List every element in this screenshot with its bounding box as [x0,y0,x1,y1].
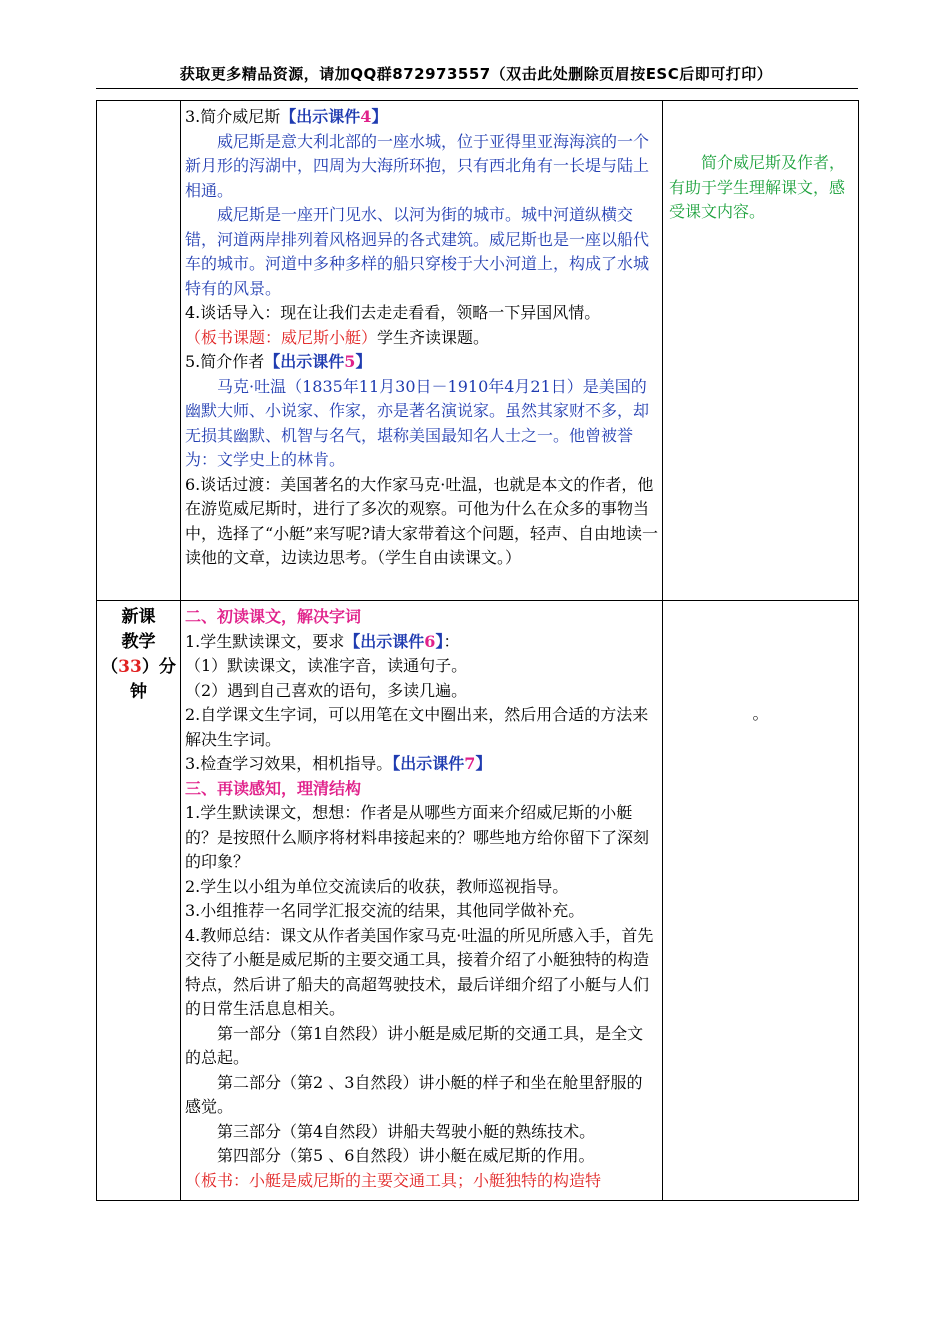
page-header: 获取更多精品资源，请加QQ群872973557（双击此处删除页眉按ESC后即可打印） [179,65,773,83]
section-title: 二、初读课文，解决字词 [185,607,362,626]
step-heading: 1.学生默读课文，要求【出示课件6】： [185,631,460,651]
paragraph: 3.小组推荐一名同学汇报交流的结果，其他同学做补充。 [185,901,585,920]
paragraph: 威尼斯是一座开门见水、以河为街的城市。城中河道纵横交错，河道两岸排列着风格迥异的各式建筑。威尼斯也是一座以船代车的城市。河道中多种多样的船只穿梭于大小河道上，构成了水城特有的风景。 [185,205,650,298]
board-title: （板书课题：威尼斯小艇） [185,327,378,347]
paragraph: 第三部分（第4自然段）讲船夫驾驶小艇的熟练技术。 [217,1121,596,1141]
paragraph: 6.谈话过渡：美国著名的大作家马克·吐温，也就是本文的作者，他在游览威尼斯时，进行了多次的观察。可他为什么在众多的事物当中，选择了“小艇”来写呢?请大家带着这个问题，轻声、自由地读一读他的文章，边读边思考。（学生自由读课文。） [185,474,658,567]
content-cell [181,601,663,1201]
paragraph: 第一部分（第1自然段）讲小艇是威尼斯的交通工具，是全文的总起。 [185,1023,644,1067]
paragraph: 2.学生以小组为单位交流读后的收获，教师巡视指导。 [185,876,569,896]
step-heading: 3.简介威尼斯【出示课件4】 [185,107,388,126]
paragraph: 4.谈话导入：现在让我们去走走看看，领略一下异国风情。 [185,303,601,322]
table-row [97,601,859,1201]
paragraph: 马克·吐温（1835年11月30日－1910年4月21日）是美国的幽默大师、小说家、作家，亦是著名演说家。虽然其家财不多，却无损其幽默、机智与名气，堪称美国最知名人士之一。他曾被誉为：文学史上的林肯。 [185,376,650,469]
stage-label: 新课 教学 （33）分 钟 [101,607,176,702]
table-row [97,101,859,601]
section-title: 三、再读感知，理清结构 [185,778,362,798]
note-cell [663,101,859,601]
paragraph: 2.自学课文生字词，可以用笔在文中圈出来，然后用合适的方法来解决生字词。 [185,705,649,749]
content-cell [181,101,663,601]
note-cell [663,601,859,1201]
board-notes: （板书：小艇是威尼斯的主要交通工具；小艇独特的构造特 [185,1170,602,1190]
paragraph: （1）默读课文，读准字音，读通句子。 [185,656,468,675]
paragraph: 第二部分（第2 、3自然段）讲小艇的样子和坐在舱里舒服的感觉。 [185,1072,643,1116]
paragraph: 第四部分（第5 、6自然段）讲小艇在威尼斯的作用。 [217,1146,595,1165]
step-heading: 3.检查学习效果，相机指导。【出示课件7】 [185,754,492,773]
header-divider [96,88,858,89]
paragraph: （2）遇到自己喜欢的语句，多读几遍。 [185,680,468,700]
stage-cell [97,101,181,601]
step-heading: 5.简介作者【出示课件5】 [185,352,372,371]
paragraph: （板书课题：威尼斯小艇）学生齐读课题。 [185,327,490,347]
lesson-plan-table [96,100,859,1201]
paragraph: 威尼斯是意大利北部的一座水城，位于亚得里亚海海滨的一个新月形的泻湖中，四周为大海所环抱，只有西北角有一长堤与陆上相通。 [185,131,650,200]
design-note: 简介威尼斯及作者，有助于学生理解课文，感受课文内容。 [669,153,846,221]
stage-cell [97,601,181,1201]
design-note: 。 [752,704,769,723]
paragraph: 1.学生默读课文，想想：作者是从哪些方面来介绍威尼斯的小艇的？是按照什么顺序将材料串接起来的？哪些地方给你留下了深刻的印象？ [185,803,650,871]
paragraph: 4.教师总结：课文从作者美国作家马克·吐温的所见所感入手，首先交待了小艇是威尼斯的主要交通工具，接着介绍了小艇独特的构造特点，然后讲了船夫的高超驾驶技术，最后详细介绍了小艇与人们的日常生活息息相关。 [185,925,654,1018]
